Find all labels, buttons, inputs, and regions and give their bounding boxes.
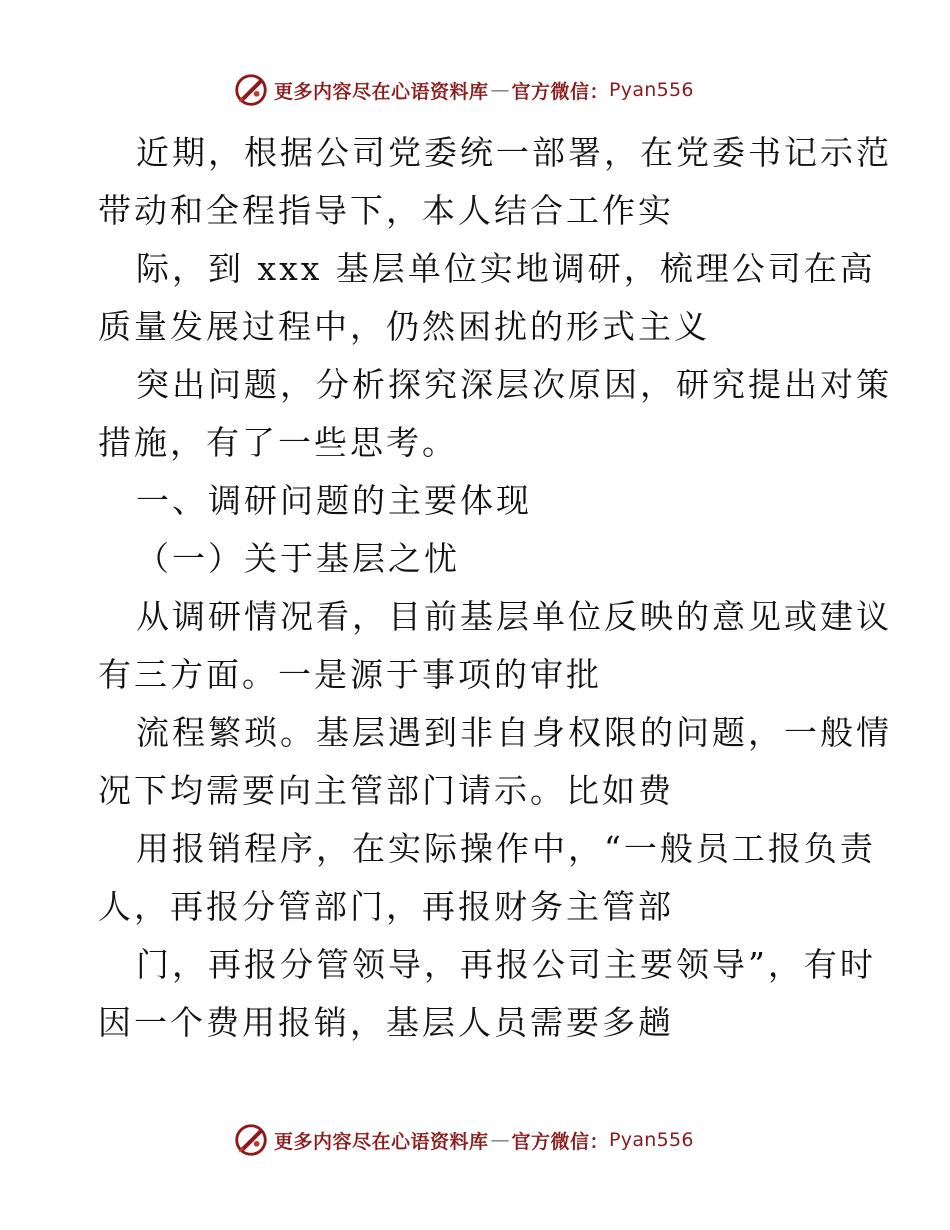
text-line: 人，再报分管部门，再报财务主管部 <box>98 887 674 926</box>
text-line: 质量发展过程中，仍然困扰的形式主义 <box>98 307 710 346</box>
text-line: 因一个费用报销，基层人员需要多趟 <box>98 1003 674 1042</box>
subsection-heading: （一）关于基层之忧 <box>136 539 460 578</box>
watermark-brand: 更多内容尽在心语资料库 <box>274 1130 489 1153</box>
watermark-header <box>232 70 694 110</box>
text-line: 门，再报分管领导，再报公司主要领导”，有时 <box>136 945 876 984</box>
pen-logo-icon <box>232 71 270 109</box>
text-line: 从调研情况看，目前基层单位反映的意见或建议 <box>136 597 892 636</box>
watermark-separator: — <box>490 1129 510 1151</box>
watermark-id: Pyan556 <box>609 1129 694 1151</box>
watermark-footer <box>232 1120 694 1160</box>
watermark-brand: 更多内容尽在心语资料库 <box>274 80 489 103</box>
pen-logo-icon <box>232 1121 270 1159</box>
text-line: 带动和全程指导下，本人结合工作实 <box>98 191 674 230</box>
text-line: 措施，有了一些思考。 <box>98 423 458 462</box>
watermark-label: 官方微信： <box>511 80 610 103</box>
watermark-label: 官方微信： <box>511 1130 610 1153</box>
document-body <box>98 124 892 1052</box>
watermark-id: Pyan556 <box>609 79 694 101</box>
text-line: 况下均需要向主管部门请示。比如费 <box>98 771 674 810</box>
text-line: 用报销程序，在实际操作中，“一般员工报负责 <box>136 829 876 868</box>
text-line: 近期，根据公司党委统一部署，在党委书记示范 <box>136 133 892 172</box>
section-heading: 一、调研问题的主要体现 <box>136 481 532 520</box>
text-line: 流程繁琐。基层遇到非自身权限的问题，一般情 <box>136 713 892 752</box>
text-line: 突出问题，分析探究深层次原因，研究提出对策 <box>136 365 892 404</box>
text-line: 有三方面。一是源于事项的审批 <box>98 655 602 694</box>
text-line: 际，到 xxx 基层单位实地调研，梳理公司在高 <box>136 249 876 288</box>
watermark-separator: — <box>490 79 510 101</box>
